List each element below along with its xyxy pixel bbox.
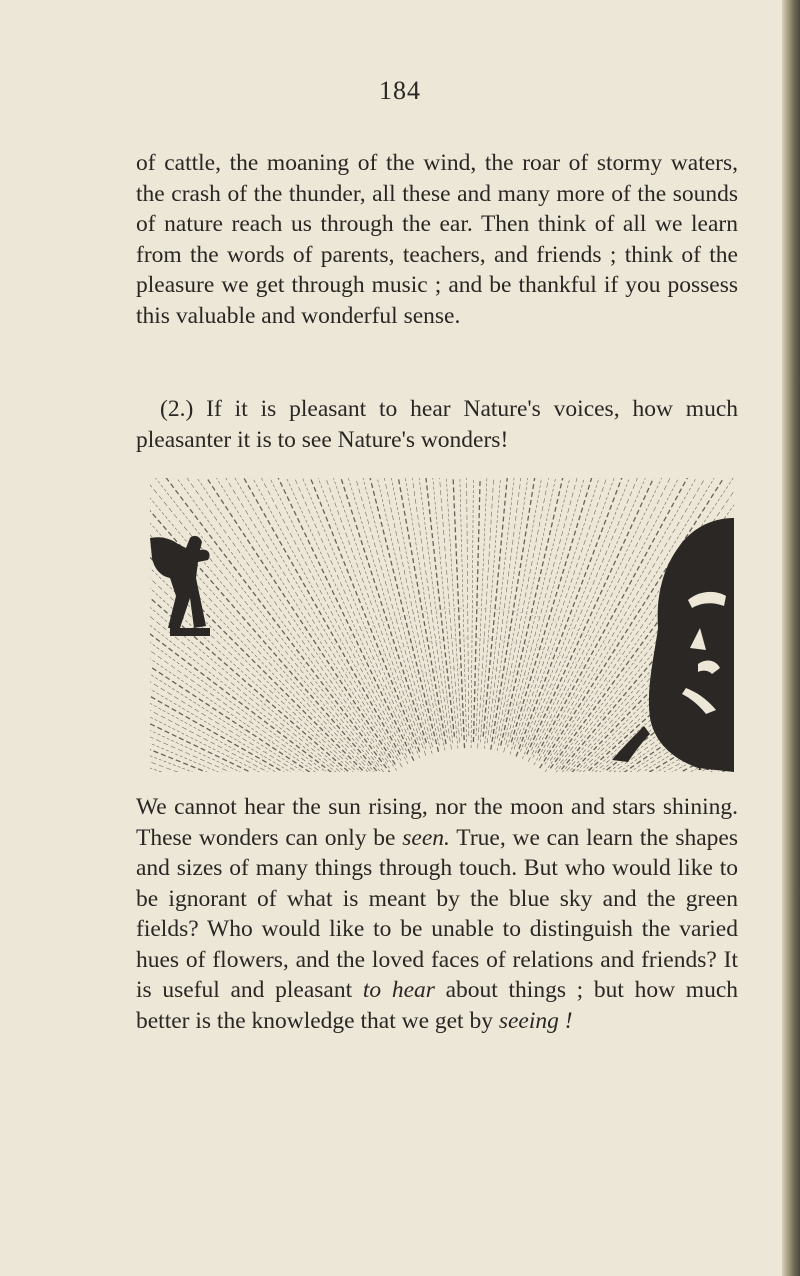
- sun-ray-line: [448, 478, 464, 748]
- sun-ray-line: [431, 478, 460, 742]
- sun-ray-line: [466, 478, 469, 736]
- sun-ray-line: [261, 478, 413, 748]
- sun-ray-line: [199, 478, 402, 767]
- sun-ray-line: [514, 478, 638, 749]
- paragraph-2: [136, 394, 738, 455]
- paragraph-3-part-2: True, we can learn the shapes and sizes of many things through touch. But who would like to be ignorant of what is meant by the blue sky and the green fields? Who would like to be unable to distinguish the varied hues of flowers, and the loved faces of relations and friends? It is useful and pleasant: [136, 824, 739, 1003]
- sun-ray-line: [150, 478, 384, 772]
- paragraph-3-text: [136, 792, 738, 1036]
- sun-ray-line: [150, 652, 342, 772]
- sun-ray-line: [214, 478, 400, 754]
- sun-ray-line: [150, 676, 339, 772]
- sun-ray-line: [473, 478, 483, 742]
- paragraph-3-part-3: about things ; but how much better is the knowledge that we get by: [136, 977, 739, 1034]
- sun-ray-line: [245, 478, 414, 761]
- sun-ray-line: [150, 480, 386, 772]
- paragraph-1-text: of cattle, the moaning of the wind, the roar of stormy waters, the crash of the thunder, all these and many more of the sounds of nature reach us through the ear. Then think of all we learn from the words of parents, teachers, and friends ; think of the pleasure we get through music ; and be thankful if you possess this valuable and wonderful sense.: [136, 150, 738, 329]
- sunrise-illustration: [150, 478, 734, 772]
- sun-ray-line: [253, 478, 413, 754]
- sun-ray-line: [184, 478, 395, 764]
- glow-arc: [230, 638, 710, 772]
- paragraph-1: [136, 148, 738, 331]
- paragraph-2-text: (2.) If it is pleasant to hear Nature's voices, how much pleasanter it is to see Nature's wonders!: [136, 396, 738, 453]
- paragraph-3: [136, 792, 738, 1036]
- glow-arc: [290, 698, 650, 772]
- page-number: 184: [379, 76, 421, 105]
- sun-ray-line: [396, 478, 452, 749]
- sun-ray-line: [277, 478, 419, 752]
- sun-ray-line: [501, 478, 588, 746]
- sun-ray-line: [336, 478, 434, 741]
- emphasis-seen: seen.: [402, 824, 450, 851]
- sun-ray-line: [520, 478, 662, 752]
- emphasis-to-hear: to hear: [362, 977, 435, 1003]
- sun-rays: [150, 478, 734, 772]
- sun-ray-line: [484, 478, 527, 749]
- sun-ray-line: [480, 478, 509, 742]
- sun-ray-line: [222, 478, 408, 764]
- sun-ray-line: [150, 629, 345, 772]
- emphasis-seeing: seeing !: [498, 1007, 573, 1034]
- sun-ray-line: [207, 478, 402, 761]
- sun-ray-line: [237, 478, 406, 751]
- sun-ray-line: [518, 478, 646, 744]
- right-foliage-silhouette: [612, 518, 734, 772]
- sun-ray-line: [150, 684, 344, 772]
- sun-ray-line: [150, 621, 357, 772]
- page-edge-shadow: [782, 0, 800, 1276]
- paragraph-3-part-1: We cannot hear the sun rising, nor the moon and stars shining. These wonders can only be: [136, 794, 738, 851]
- sun-ray-line: [483, 478, 518, 737]
- sun-ray-line: [269, 478, 420, 758]
- sun-ray-line: [370, 478, 445, 750]
- left-bird-silhouette: [150, 536, 210, 636]
- sun-ray-line: [504, 478, 605, 752]
- sun-ray-line: [150, 644, 354, 772]
- sun-ray-line: [413, 478, 454, 737]
- artist-signature: Forn: [698, 761, 722, 772]
